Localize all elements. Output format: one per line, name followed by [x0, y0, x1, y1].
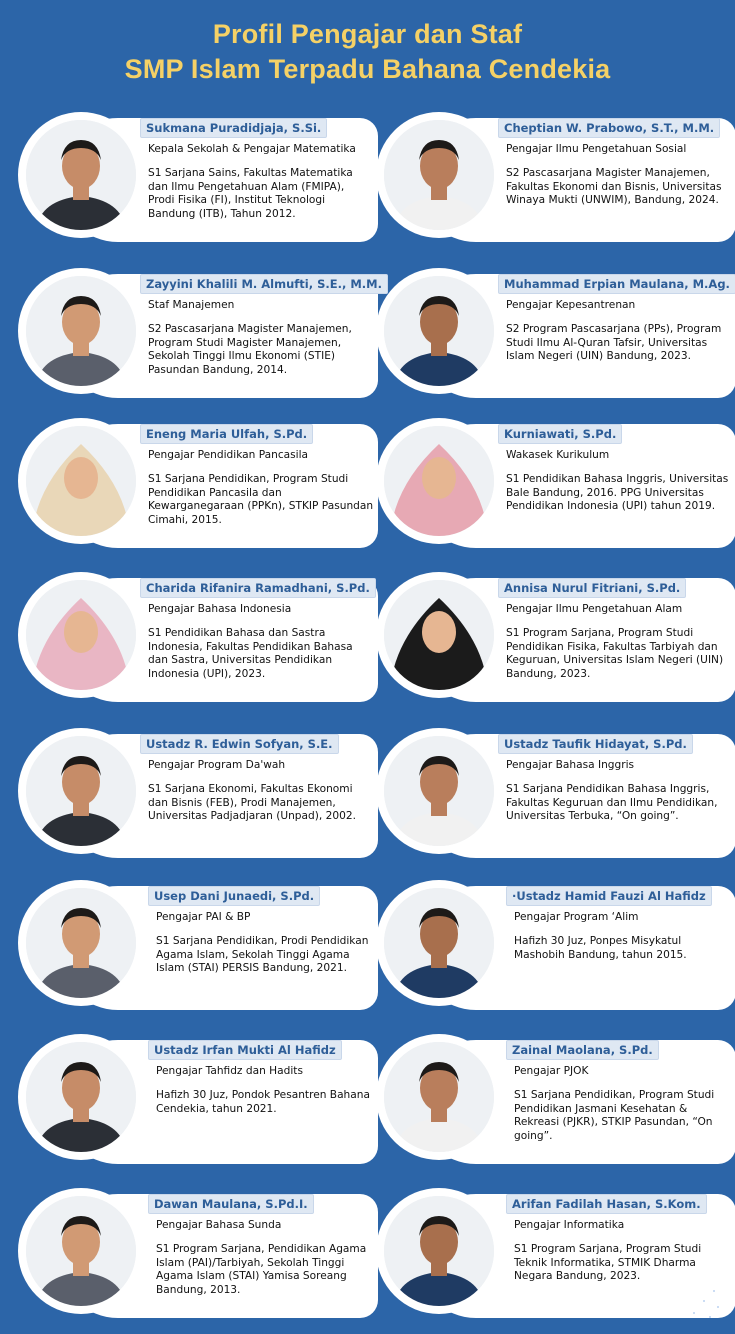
staff-card: [18, 418, 378, 548]
man-portrait-icon: [384, 276, 494, 386]
man-portrait-icon: [26, 1042, 136, 1152]
photo-frame: [376, 572, 502, 698]
photo-frame: [18, 572, 144, 698]
staff-education: S1 Program Sarjana, Program Studi Pendidikan Fisika, Fakultas Tarbiyah dan Keguruan, Universitas Islam Negeri (UIN) Bandung, 2023.: [506, 627, 724, 680]
staff-education: S1 Sarjana Pendidikan, Program Studi Pendidikan Jasmani Kesehatan & Rekreasi (PJKR), STKIP Pasundan, “On going”.: [514, 1089, 715, 1142]
photo-frame: [18, 880, 144, 1006]
staff-card: [18, 268, 382, 398]
staff-card: [376, 572, 735, 702]
staff-name: Arifan Fadilah Hasan, S.Kom.: [506, 1194, 707, 1214]
staff-name: Sukmana Puradidjaja, S.Si.: [140, 118, 327, 138]
staff-name: Ustadz R. Edwin Sofyan, S.E.: [140, 734, 339, 754]
staff-name: ·Ustadz Hamid Fauzi Al Hafidz: [506, 886, 712, 906]
photo-frame: [18, 1034, 144, 1160]
staff-education: S2 Program Pascasarjana (PPs), Program Studi Ilmu Al-Quran Tafsir, Universitas Islam Negeri (UIN) Bandung, 2023.: [506, 323, 722, 362]
staff-name: Kurniawati, S.Pd.: [498, 424, 622, 444]
page-title: Profil Pengajar dan Staf: [212, 19, 523, 49]
staff-education: S1 Program Sarjana, Program Studi Teknik Informatika, STMIK Dharma Negara Bandung, 2023.: [514, 1243, 702, 1282]
staff-education: S1 Pendidikan Bahasa dan Sastra Indonesia, Fakultas Pendidikan Bahasa dan Sastra, Universitas Pendidikan Indonesia (UPI), 2023.: [148, 627, 353, 680]
man-portrait-icon: [26, 1196, 136, 1306]
page-subtitle: SMP Islam Terpadu Bahana Cendekia: [124, 54, 611, 84]
man-portrait-icon: [26, 120, 136, 230]
woman-portrait-icon: [384, 426, 494, 536]
staff-education: S1 Sarjana Pendidikan Bahasa Inggris, Fakultas Keguruan dan Ilmu Pendidikan, Universitas Terbuka, “On going”.: [506, 783, 718, 822]
staff-card: [376, 268, 735, 398]
man-portrait-icon: [384, 120, 494, 230]
staff-role: Pengajar Program Da'wah: [148, 759, 286, 771]
staff-card: [376, 112, 735, 242]
man-portrait-icon: [384, 1042, 494, 1152]
woman-portrait-icon: [26, 426, 136, 536]
man-portrait-icon: [26, 276, 136, 386]
staff-education: S1 Sarjana Pendidikan, Program Studi Pendidikan Pancasila dan Kewarganegaraan (PPKn), STKIP Pasundan Cimahi, 2015.: [148, 473, 374, 526]
staff-role: Pengajar Program ‘Alim: [514, 911, 639, 923]
photo-frame: [18, 728, 144, 854]
staff-card: [18, 112, 378, 242]
man-portrait-icon: [384, 736, 494, 846]
staff-name: Annisa Nurul Fitriani, S.Pd.: [498, 578, 686, 598]
staff-card: [18, 880, 378, 1010]
staff-name: Ustadz Taufik Hidayat, S.Pd.: [498, 734, 693, 754]
staff-role: Pengajar PAI & BP: [156, 911, 251, 923]
staff-education: Hafizh 30 Juz, Pondok Pesantren Bahana Cendekia, tahun 2021.: [156, 1089, 370, 1115]
photo-frame: [376, 112, 502, 238]
staff-role: Pengajar Ilmu Pengetahuan Sosial: [506, 143, 687, 155]
staff-name: Ustadz Irfan Mukti Al Hafidz: [148, 1040, 342, 1060]
man-portrait-icon: [26, 736, 136, 846]
staff-card: [376, 880, 735, 1010]
staff-role: Pengajar Informatika: [514, 1219, 625, 1231]
staff-role: Wakasek Kurikulum: [506, 449, 610, 461]
staff-name: Eneng Maria Ulfah, S.Pd.: [140, 424, 313, 444]
staff-card: [376, 1034, 735, 1164]
photo-frame: [376, 880, 502, 1006]
staff-education: Hafizh 30 Juz, Ponpes Misykatul Mashobih Bandung, tahun 2015.: [514, 935, 687, 961]
photo-frame: [18, 1188, 144, 1314]
staff-card: [18, 1188, 378, 1318]
photo-frame: [18, 268, 144, 394]
photo-frame: [376, 418, 502, 544]
staff-card: [18, 572, 378, 702]
staff-education: S1 Sarjana Ekonomi, Fakultas Ekonomi dan Bisnis (FEB), Prodi Manajemen, Universitas Padjadjaran (Unpad), 2002.: [148, 783, 356, 822]
man-portrait-icon: [384, 1196, 494, 1306]
staff-name: Charida Rifanira Ramadhani, S.Pd.: [140, 578, 376, 598]
staff-name: Zainal Maolana, S.Pd.: [506, 1040, 659, 1060]
staff-education: S2 Pascasarjana Magister Manajemen, Program Studi Magister Manajemen, Sekolah Tinggi Ilmu Ekonomi (STIE) Pasundan Bandung, 2014.: [148, 323, 352, 376]
staff-role: Pengajar Bahasa Inggris: [506, 759, 635, 771]
photo-frame: [18, 418, 144, 544]
man-portrait-icon: [384, 888, 494, 998]
staff-role: Pengajar Bahasa Indonesia: [148, 603, 292, 615]
staff-name: Usep Dani Junaedi, S.Pd.: [148, 886, 320, 906]
staff-card: [18, 1034, 378, 1164]
staff-card: [376, 418, 735, 548]
decorative-dots: [683, 1286, 723, 1322]
staff-card: [376, 728, 735, 858]
staff-name: Zayyini Khalili M. Almufti, S.E., M.M.: [140, 274, 388, 294]
staff-name: Cheptian W. Prabowo, S.T., M.M.: [498, 118, 720, 138]
staff-role: Pengajar Kepesantrenan: [506, 299, 636, 311]
woman-portrait-icon: [384, 580, 494, 690]
photo-frame: [18, 112, 144, 238]
staff-education: S1 Sarjana Pendidikan, Prodi Pendidikan Agama Islam, Sekolah Tinggi Agama Islam (STAI) PERSIS Bandung, 2021.: [156, 935, 369, 974]
staff-role: Pengajar Tahfidz dan Hadits: [156, 1065, 303, 1077]
man-portrait-icon: [26, 888, 136, 998]
staff-name: Muhammad Erpian Maulana, M.Ag.: [498, 274, 735, 294]
staff-role: Staf Manajemen: [148, 299, 235, 311]
photo-frame: [376, 268, 502, 394]
staff-education: S1 Sarjana Sains, Fakultas Matematika dan Ilmu Pengetahuan Alam (FMIPA), Prodi Fisika (FI), Institut Teknologi Bandung (ITB), Tahun 2012.: [148, 167, 353, 220]
staff-education: S1 Program Sarjana, Pendidikan Agama Islam (PAI)/Tarbiyah, Sekolah Tinggi Agama Islam (STAI) Yamisa Soreang Bandung, 2013.: [156, 1243, 367, 1296]
staff-name: Dawan Maulana, S.Pd.I.: [148, 1194, 314, 1214]
staff-education: S1 Pendidikan Bahasa Inggris, Universitas Bale Bandung, 2016. PPG Universitas Pendidikan Indonesia (UPI) tahun 2019.: [506, 473, 729, 512]
photo-frame: [376, 1034, 502, 1160]
staff-role: Pengajar PJOK: [514, 1065, 589, 1077]
photo-frame: [376, 1188, 502, 1314]
staff-card: [376, 1188, 735, 1318]
staff-role: Pengajar Ilmu Pengetahuan Alam: [506, 603, 683, 615]
staff-role: Pengajar Bahasa Sunda: [156, 1219, 282, 1231]
staff-role: Pengajar Pendidikan Pancasila: [148, 449, 309, 461]
staff-card: [18, 728, 378, 858]
staff-education: S2 Pascasarjana Magister Manajemen, Fakultas Ekonomi dan Bisnis, Universitas Winaya Mukti (UNWIM), Bandung, 2024.: [506, 167, 722, 206]
staff-role: Kepala Sekolah & Pengajar Matematika: [148, 143, 356, 155]
photo-frame: [376, 728, 502, 854]
woman-portrait-icon: [26, 580, 136, 690]
